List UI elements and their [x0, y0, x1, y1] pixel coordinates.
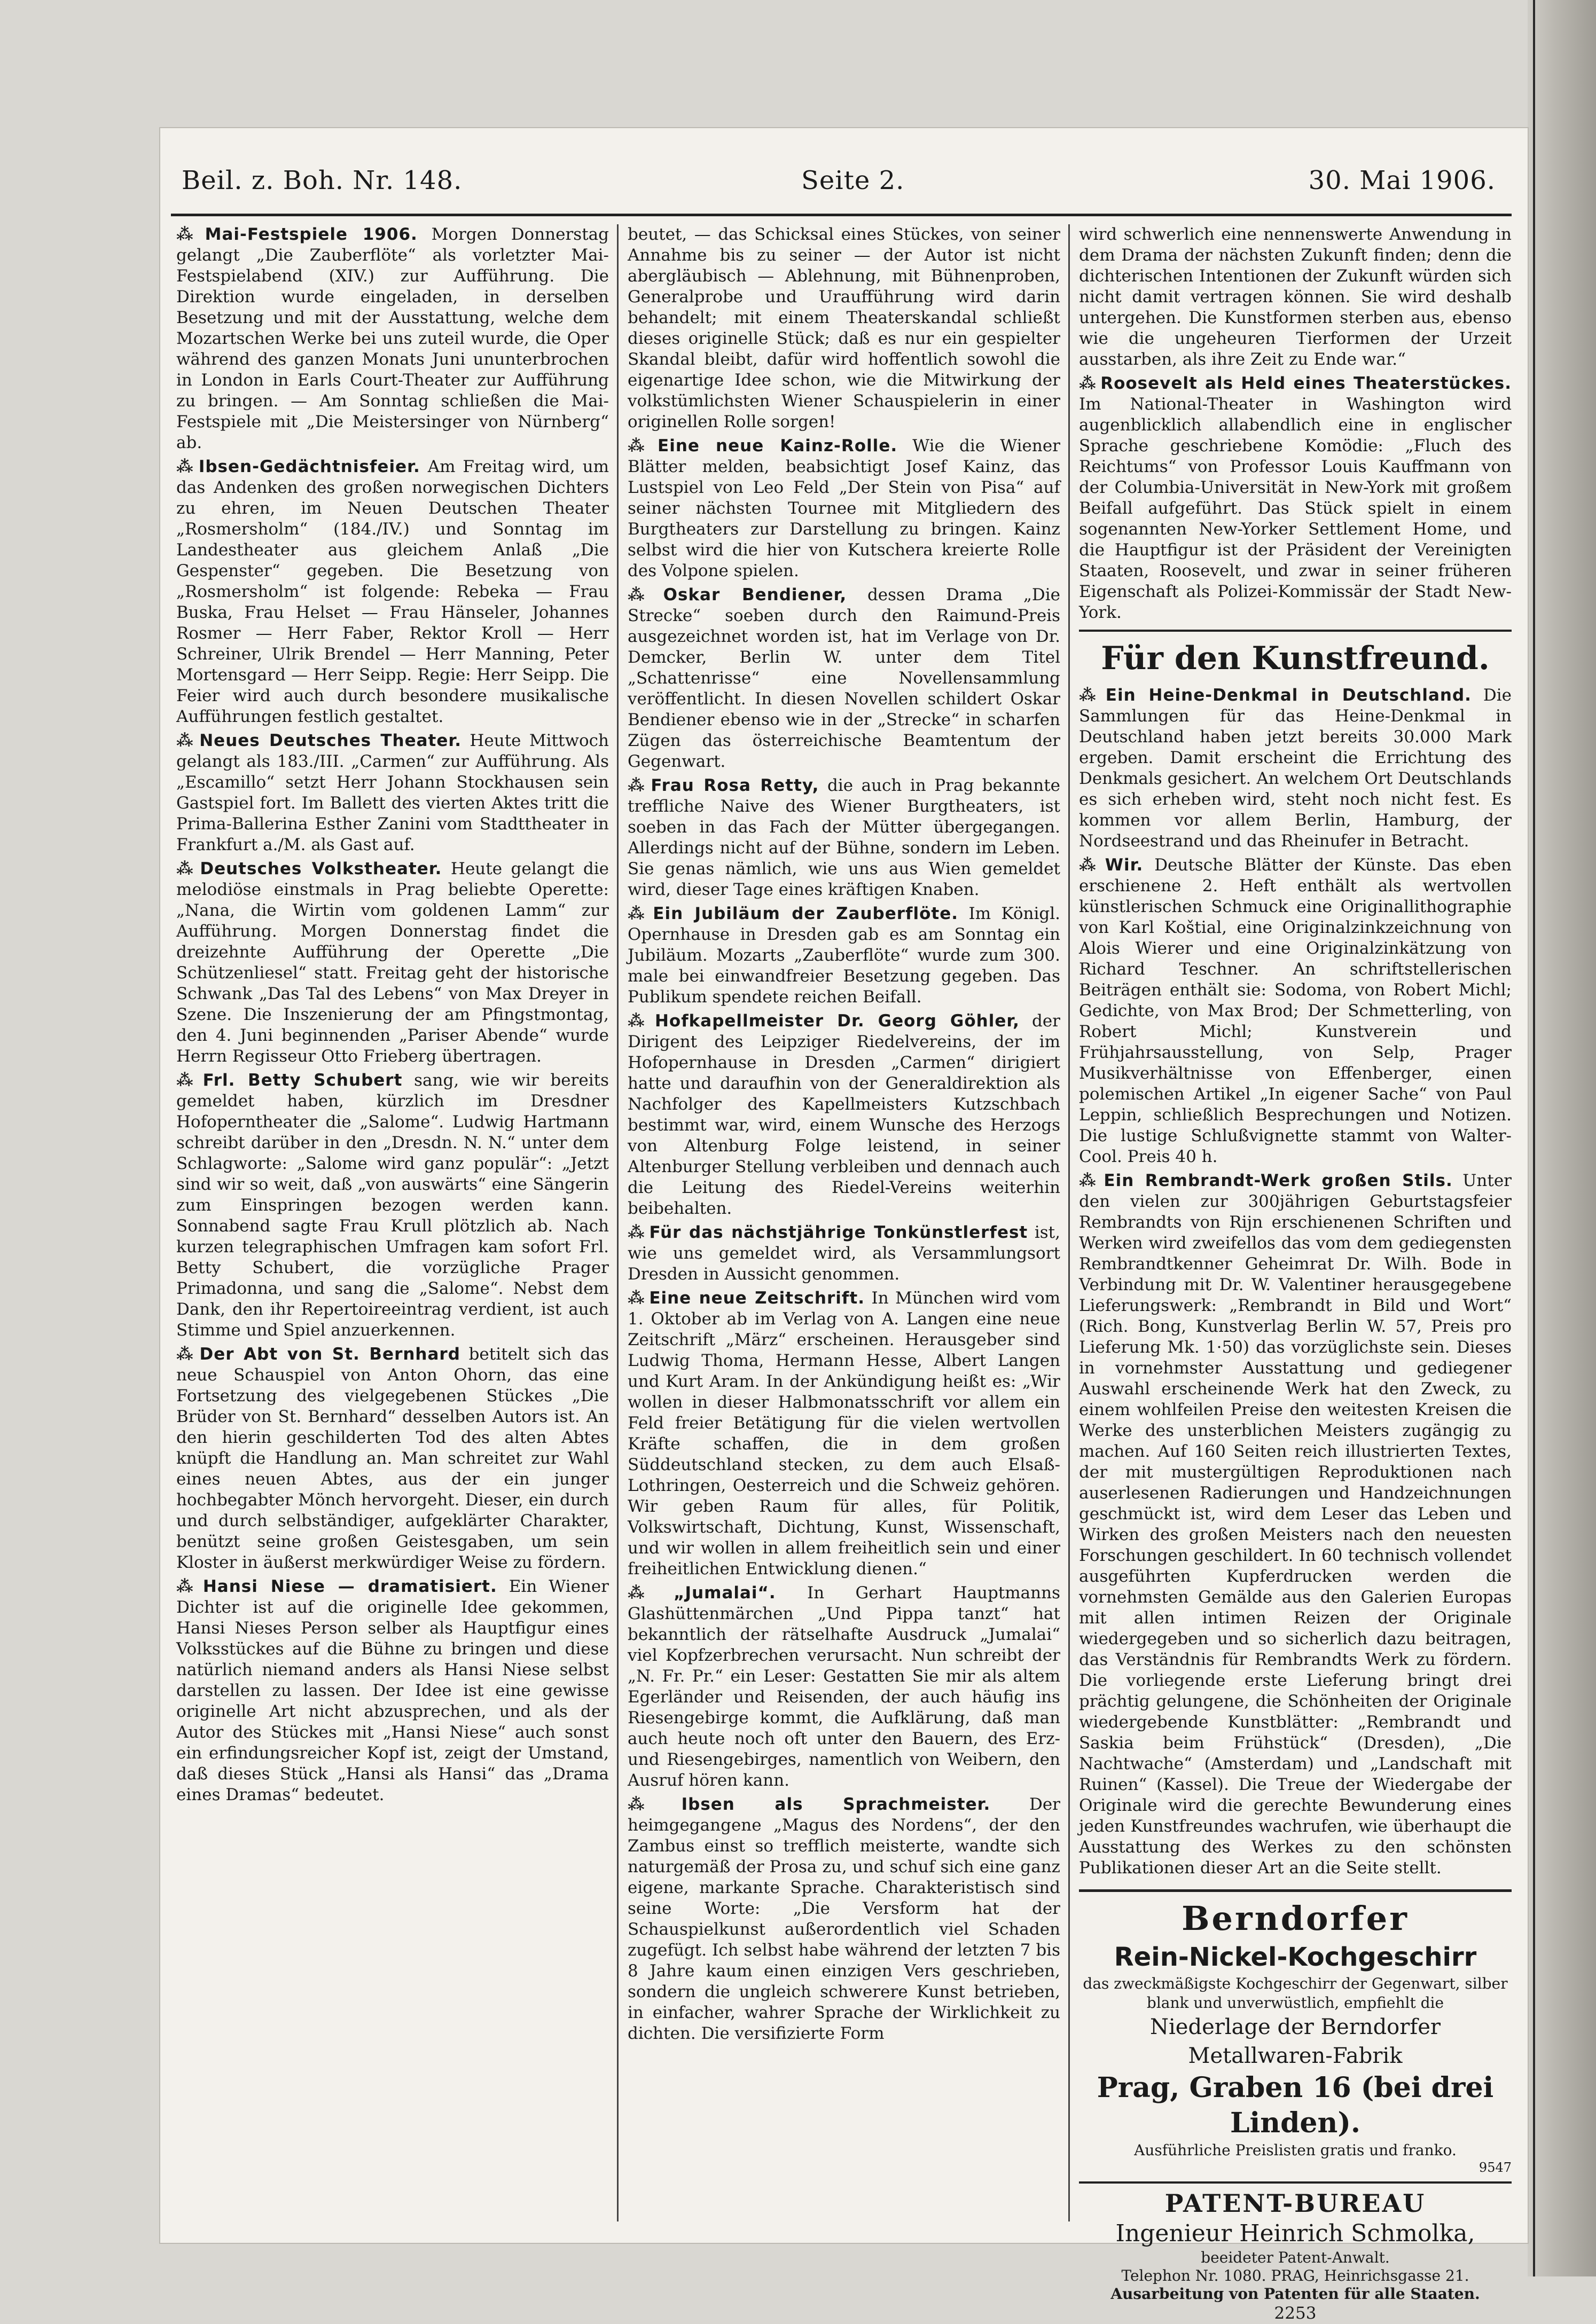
article-title: Neues Deutsches Theater. — [199, 731, 461, 750]
asterism-icon: ⁂ — [628, 1011, 652, 1031]
asterism-icon: ⁂ — [1079, 686, 1102, 705]
article-text: wird schwerlich eine nennenswerte Anwendung in dem Drama der nächsten Zukunft finden; denn die dichterischen Intentionen der Zukunft würden sich nicht damit vertragen können. Sie wird deshalb untergehen. Die Kunstformen sterben aus, ebenso wie die ungeheuren Tierformen der Urzeit ausstarben, als ihre Zeit zu Ende war.“ — [1079, 225, 1512, 369]
article-title: Frau Rosa Retty, — [651, 776, 819, 795]
header-issue: Beil. z. Boh. Nr. 148. — [182, 166, 463, 195]
column-3 — [1079, 224, 1512, 2323]
asterism-icon: ⁂ — [628, 1223, 646, 1242]
asterism-icon: ⁂ — [628, 904, 650, 923]
article-text: Im Königl. Opernhause in Dresden gab es am Sonntag ein Jubiläum. Mozarts „Zauberflöte“ wurde zum 300. male bei einwandfreier Besetzung gegeben. Das Publikum spendete reichen Beifall. — [628, 904, 1061, 1007]
asterism-icon: ⁂ — [628, 1795, 678, 1814]
article-title: Ein Heine-Denkmal in Deutschland. — [1105, 686, 1472, 705]
article-item — [628, 585, 1060, 772]
ad-text: das zweckmäßigste Kochgeschirr der Gegenwart, silber blank und unverwüstlich, empfiehlt die — [1083, 1975, 1508, 2012]
header-date: 30. Mai 1906. — [1308, 166, 1496, 195]
header-page-number: Seite 2. — [801, 166, 905, 195]
article-text: Unter den vielen zur 300jährigen Geburtstagsfeier Rembrandts von Rijn erschienenen Schriften und Werken wird zweifellos das vom dem gediegensten Rembrandtkenner Geheimrat Dr. Wilh. Bode in Verbindung mit Dr. W. Valentiner herausgegebene Lieferungswerk: „Rembrandt in Bild und Wort“ (Rich. Bong, Kunstverlag Berlin W. 57, Preis pro Lieferung Mk. 1·50) das vorzüglichste sein. Dieses in vornehmster Ausstattung und gediegener Auswahl erscheinende Werk hat den Zweck, zu einem wohlfeilen Preise den weitesten Kreisen die Werke des unsterblichen Meisters zugängig zu machen. Auf 160 Seiten reich illustrierten Textes, der mit mustergültigen Reproduktionen nach auserlesenen Radierungen und Handzeichnungen geschmückt ist, wird dem Leser das Leben und Wirken des großen Meisters nach den neuesten Forschungen geschildert. In 60 technisch vollendet ausgeführten Kupferdrucken werden die vornehmsten Gemälde aus den Galerien Europas mit allen intimen Reizen der Originale wiedergegeben und so sicherlich dazu beitragen, das Verständnis für Rembrandts Werk zu fördern. Die vorliegende erste Lieferung bringt drei prächtig gelungene, die Schönheiten der Originale wiedergebende Kunstblätter: „Rembrandt und Saskia beim Frühstück“ (Dresden), „Die Nachtwache“ (Amsterdam) und „Landschaft mit Ruinen“ (Kassel). Die Treue der Wiedergabe der Originale wird die gerechte Bewunderung eines jeden Kunstfreundes wachrufen, wie überhaupt die Ausstattung des Werkes zu den schönsten Publikationen dieser Art an die Seite stellt. — [1079, 1171, 1512, 1878]
article-item — [176, 859, 609, 1067]
article-title: Hofkapellmeister Dr. Georg Göhler, — [654, 1011, 1020, 1031]
ad-brand: Berndorfer — [1182, 1899, 1409, 1938]
ad-pricelist: Ausführliche Preislisten gratis und franko. — [1134, 2141, 1457, 2159]
article-text: sang, wie wir bereits gemeldet haben, kürzlich im Dresdner Hofoperntheater die „Salome“. Ludwig Hartmann schreibt darüber in den „Dresdn. N. N.“ unter dem Schlagworte: „Salome wird ganz populär“: „Jetzt sind wir so weit, daß „von auswärts“ eine Sängerin zum Einspringen bezogen werden kann. Sonnabend sagte Frau Krull plötzlich ab. Nach kurzen telegraphischen Umfragen kam sofort Frl. Betty Schubert, die vorzügliche Prager Primadonna, und sang die „Salome“. Nebst dem Dank, den ihr Repertoireeintrag verdient, ist auch Stimme und Spiel anzuerkennen. — [176, 1071, 609, 1340]
asterism-icon: ⁂ — [1079, 1171, 1101, 1190]
ad-product: Rein-Nickel-Kochgeschirr — [1114, 1942, 1477, 1972]
article-text: Heute gelangt die melodiöse einstmals in Prag beliebte Operette: „Nana, die Wirtin vom goldenen Lamm“ zur Aufführung. Morgen Donnerstag findet die dreizehnte Aufführung der Operette „Die Schützenliesel“ statt. Freitag geht der historische Schwank „Das Tal des Lebens“ von Max Dreyer in Szene. Die Inszenierung der am Pfingstmontag, den 4. Juni beginnenden „Pariser Abende“ wurde Herrn Regisseur Otto Frieberg übertragen. — [176, 859, 609, 1066]
article-text: Morgen Donnerstag gelangt „Die Zauberflöte“ als vorletzter Mai-Festspielabend (XIV.) zur Aufführung. Die Direktion wurde eingeladen, in derselben Besetzung und mit der Ausstattung, welche dem Mozartschen Werke bei uns zuteil wurde, die Oper während des ganzen Monats Juni ununterbrochen in London in Earls Court-Theater zur Aufführung zu bringen. — Am Sonntag schließen die Mai-Festspiele mit „Die Meistersinger von Nürnberg“ ab. — [176, 225, 609, 452]
ad-number: 9547 — [1478, 2160, 1512, 2175]
article-item — [628, 1794, 1060, 2044]
article-title: Wir. — [1105, 855, 1144, 875]
article-item — [628, 1288, 1060, 1580]
article-item — [1079, 855, 1512, 1167]
article-text: Heute Mittwoch gelangt als 183./III. „Carmen“ zur Aufführung. Als „Escamillo“ setzt Herr Johann Stockhausen sein Gastspiel fort. Im Ballett des vierten Aktes tritt die Prima-Ballerina Esther Zanini vom Stadttheater in Frankfurt a./M. als Gast auf. — [176, 731, 609, 854]
article-title: Ibsen-Gedächtnisfeier. — [198, 457, 420, 476]
newspaper-page — [160, 128, 1528, 2323]
asterism-icon: ⁂ — [176, 1071, 200, 1090]
asterism-icon: ⁂ — [176, 457, 195, 476]
article-item — [1079, 685, 1512, 852]
article-text: Die Sammlungen für das Heine-Denkmal in Deutschland haben jetzt bereits 30.000 Mark ergeben. Damit erscheint die Errichtung des Denkmals gesichert. An welchem Ort Deutschlands es sich erheben wird, steht noch nicht fest. Es kommen vor allem Berlin, Hamburg, der Nordseestrand und das Rheinufer in Betracht. — [1079, 686, 1512, 851]
berndorfer-advertisement — [1079, 1889, 1512, 2175]
ad2-role: beeideter Patent-Anwalt. — [1201, 2249, 1390, 2266]
column-separator — [617, 224, 619, 2221]
column-separator — [1068, 224, 1070, 2221]
ad-shop: Niederlage der Berndorfer Metallwaren-Fabrik — [1150, 2015, 1441, 2068]
article-text: ist, wie uns gemeldet wird, als Versammlungsort Dresden in Aussicht genommen. — [628, 1223, 1060, 1284]
article-item — [176, 457, 609, 727]
article-title: „Jumalai“. — [674, 1583, 776, 1603]
article-item — [628, 1222, 1060, 1285]
article-item — [1079, 224, 1512, 370]
article-item — [1079, 1171, 1512, 1879]
article-text: beutet, — das Schicksal eines Stückes, von seiner Annahme bis zu seiner — der Autor ist nicht abergläubisch — Ablehnung, mit Bühnenproben, Generalprobe und Uraufführung wird darin behandelt; mit einem Theaterskandal schließt dieses originelle Stück; daß es nur ein gespielter Skandal bleibt, dafür wird hoffentlich sowohl die eigenartige Idee schon, wie die Mitwirkung der volkstümlichsten Wiener Schauspielerin in einer originellen Rolle sorgen! — [628, 225, 1060, 431]
ad2-phone: Telephon Nr. 1080. PRAG, Heinrichsgasse 21. — [1121, 2267, 1469, 2284]
article-title: Oskar Bendiener, — [663, 585, 847, 604]
asterism-icon: ⁂ — [628, 776, 648, 795]
article-title: Eine neue Kainz-Rolle. — [658, 436, 898, 456]
article-item — [176, 224, 609, 453]
patent-bureau-advertisement — [1079, 2181, 1512, 2324]
section-title: Für den Kunstfreund. — [1079, 630, 1512, 680]
asterism-icon: ⁂ — [628, 1583, 671, 1603]
asterism-icon: ⁂ — [628, 585, 660, 604]
article-title: Frl. Betty Schubert — [202, 1071, 403, 1090]
header-rule — [171, 214, 1512, 216]
article-text: Der heimgegangene „Magus des Nordens“, der den Zambus einst so trefflich meisterte, wandte sich naturgemäß der Prosa zu, und schuf sich eine ganz eigene, markante Sprache. Charakteristisch sind seine Worte: „Die Versform hat der Schauspielkunst außerordentlich viel Schaden zugefügt. Ich selbst habe während der letzten 7 bis 8 Jahre kaum einen einzigen Vers geschrieben, sondern die ungleich schwerere Kunst betrieben, in einfacher, wahrer Sprache der Wirklichkeit zu dichten. Die versifizierte Form — [628, 1795, 1061, 2043]
article-item — [1079, 373, 1512, 623]
article-item — [176, 731, 609, 855]
asterism-icon: ⁂ — [176, 731, 197, 750]
ad2-number: 2253 — [1274, 2304, 1317, 2323]
article-item — [176, 1070, 609, 1341]
article-text: die auch in Prag bekannte treffliche Naive des Wiener Burgtheaters, ist soeben in das Fach der Mütter übergegangen. Allerdings nicht auf der Bühne, sondern im Leben. Sie genas nämlich, wie uns aus Wien gemeldet wird, dieser Tage eines kräftigen Knaben. — [628, 776, 1061, 899]
asterism-icon: ⁂ — [1079, 374, 1098, 393]
asterism-icon: ⁂ — [1079, 855, 1102, 875]
article-text: In Gerhart Hauptmanns Glashüttenmärchen „Und Pippa tanzt“ hat bekanntlich der rätselhafte Ausdruck „Jumalai“ viel Kopfzerbrechen verursacht. Nun schreibt der „N. Fr. Pr.“ ein Leser: Gestatten Sie mir als altem Egerländer und Reisenden, der auch häufig ins Riesengebirge kommt, die Aufklärung, daß man auch heute noch oft unter den Bauern, des Erz- und Riesengebirges, namentlich von Weibern, den Ausruf hören kann. — [628, 1583, 1060, 1790]
article-title: Ein Jubiläum der Zauberflöte. — [653, 904, 959, 923]
asterism-icon: ⁂ — [176, 859, 197, 878]
ad2-service: Ausarbeitung von Patenten für alle Staaten. — [1110, 2285, 1480, 2303]
article-item — [628, 775, 1060, 900]
article-title: Der Abt von St. Bernhard — [199, 1345, 460, 1364]
article-text: der Dirigent des Leipziger Riedelvereins, der im Hofopernhause in Dresden „Carmen“ dirigiert hatte und daraufhin von der Generaldirektion als Nachfolger des Kapellmeisters Kutzschbach bestimmt war, wird, einem Wunsche des Herzogs von Altenburg Folge leistend, in seiner Altenburger Stellung verbleiben und dennach auch die Leitung des Riedel-Vereins weiterhin beibehalten. — [628, 1011, 1060, 1218]
article-text: Deutsche Blätter der Künste. Das eben erschienene 2. Heft enthält als wertvollen künstlerischen Schmuck eine Originallithographie von Karl Koštial, eine Originalzinkzeichnung von Alois Wierer und eine Originalzinkätzung von Richard Teschner. An schriftstellerischen Beiträgen enthält sie: Sodoma, von Robert Michl; Gedichte, von Max Brod; Der Schmetterling, von Robert Michl; Kunstverein und Frühjahrsausstellung, von Selp, Prager Musikverhältnisse von Effenberger, einen polemischen Artikel „In eigener Sache“ von Paul Leppin, schließlich Besprechungen und Notizen. Die lustige Schlußvignette stammt von Walter-Cool. Preis 40 h. — [1079, 855, 1512, 1166]
article-title: Hansi Niese — dramatisiert. — [202, 1577, 497, 1596]
article-title: Deutsches Volkstheater. — [200, 859, 442, 878]
asterism-icon: ⁂ — [628, 436, 655, 456]
edge-line — [1533, 0, 1535, 2276]
article-text: Am Freitag wird, um das Andenken des großen norwegischen Dichters zu ehren, im Neuen Deutschen Theater „Rosmersholm“ (184./IV.) und Sonntag im Landestheater aus gleichem Anlaß „Die Gespenster“ gegeben. Die Besetzung von „Rosmersholm“ ist folgende: Rebeka — Frau Buska, Frau Helset — Frau Hänseler, Johannes Rosmer — Herr Faber, Rektor Kroll — Herr Schreiner, Ulrik Brendel — Herr Manning, Peter Mortensgard — Herr Seipp. Regie: Herr Seipp. Die Feier wird auch durch besondere musikalische Aufführungen festlich gestaltet. — [176, 457, 609, 726]
article-title: Ein Rembrandt-Werk großen Stils. — [1104, 1171, 1453, 1190]
article-text: In München wird vom 1. Oktober ab im Verlag von A. Langen eine neue Zeitschrift „März“ erscheinen. Herausgeber sind Ludwig Thoma, Hermann Hesse, Albert Langen und Kurt Aram. In der Ankündigung heißt es: „Wir wollen in dieser Halbmonatsschrift vor allem ein Feld freier Betätigung für die vielen wertvollen Kräfte schaffen, die in dem großen Süddeutschland stecken, zu dem auch Elsaß-Lothringen, Oesterreich und die Schweiz gehören. Wir geben Raum für alles, für Politik, Volkswirtschaft, Dichtung, Kunst, Wissenschaft, und wir wollen in allem freiheitlich sein und einer freiheitlichen Entwicklung dienen.“ — [628, 1289, 1061, 1579]
article-title: Roosevelt als Held eines Theaterstückes. — [1100, 374, 1512, 393]
article-text: Im National-Theater in Washington wird augenblicklich allabendlich eine in englischer Sprache geschriebene Komödie: „Fluch des Reichtums“ von Professor Louis Kauffmann von der Columbia-Universität in New-York mit großem Beifall aufgeführt. Das Stück spielt in einem sogenannten New-Yorker Settlement Home, und die Hauptfigur ist der Präsident der Vereinigten Staaten, Roosevelt, und zwar in seiner früheren Eigenschaft als Polizei-Kommissär der Stadt New-York. — [1079, 395, 1512, 622]
asterism-icon: ⁂ — [628, 1289, 646, 1308]
article-item — [628, 1583, 1060, 1791]
article-item — [628, 904, 1060, 1008]
article-item — [628, 224, 1060, 433]
page-edge — [1528, 0, 1596, 2276]
ad2-name: Ingenieur Heinrich Schmolka, — [1115, 2220, 1475, 2247]
article-text: dessen Drama „Die Strecke“ soeben durch den Raimund-Preis ausgezeichnet worden ist, hat im Verlage von Dr. Demcker, Berlin W. unter dem Titel „Schattenrisse“ eine Novellensammlung veröffentlicht. In diesen Novellen schildert Oskar Bendiener ebenso wie in der „Strecke“ in scharfen Zügen das österreichische Beamtentum der Gegenwart. — [628, 585, 1061, 771]
asterism-icon: ⁂ — [176, 1577, 200, 1596]
asterism-icon: ⁂ — [176, 225, 202, 244]
article-item — [628, 1011, 1060, 1219]
article-item — [628, 436, 1060, 582]
ad2-title: PATENT-BUREAU — [1164, 2189, 1426, 2218]
article-title: Ibsen als Sprachmeister. — [681, 1795, 991, 1814]
article-title: Eine neue Zeitschrift. — [649, 1289, 865, 1308]
columns — [171, 224, 1512, 2323]
asterism-icon: ⁂ — [176, 1345, 197, 1364]
column-1 — [176, 224, 609, 2221]
article-text: Ein Wiener Dichter ist auf die originelle Idee gekommen, Hansi Nieses Person selber als Hauptfigur eines Volksstückes auf die Bühne zu bringen und diese natürlich niemand anders als Hansi Niese selbst darstellen zu lassen. Der Idee ist eine gewisse originelle Art nicht abzusprechen, und als der Autor des Stückes mit „Hansi Niese“ auch sonst ein erfindungsreicher Kopf ist, zeigt der Umstand, daß dieses Stück „Hansi als Hansi“ das „Drama eines Dramas“ bedeutet. — [176, 1577, 609, 1804]
article-title: Für das nächstjährige Tonkünstlerfest — [649, 1223, 1028, 1242]
article-item — [176, 1576, 609, 1805]
article-text: betitelt sich das neue Schauspiel von Anton Ohorn, das eine Fortsetzung des vielgegebenen Stückes „Die Brüder von St. Bernhard“ desselben Autors ist. An den hierin geschilderten Tod des alten Abtes knüpft die Handlung an. Man schreitet zur Wahl eines neuen Abtes, aus der ein junger hochbegabter Mönch hervorgeht. Dieser, ein durch und durch selbständiger, aufgeklärter Charakter, benützt seine großen Geistesgaben, um sein Kloster in äußerst merkwürdiger Weise zu fördern. — [176, 1345, 609, 1572]
article-item — [176, 1344, 609, 1573]
page-header — [171, 166, 1506, 214]
article-text: Wie die Wiener Blätter melden, beabsichtigt Josef Kainz, das Lustspiel von Leo Feld „Der Stein von Pisa“ auf seiner nächsten Tournee mit Mitgliedern des Burgtheaters zur Darstellung zu bringen. Kainz selbst wird die hier von Kutschera kreierte Rolle des Volpone spielen. — [628, 436, 1060, 580]
ad-address: Prag, Graben 16 (bei drei Linden). — [1097, 2071, 1494, 2139]
column-2 — [628, 224, 1060, 2221]
article-title: Mai-Festspiele 1906. — [205, 225, 418, 244]
